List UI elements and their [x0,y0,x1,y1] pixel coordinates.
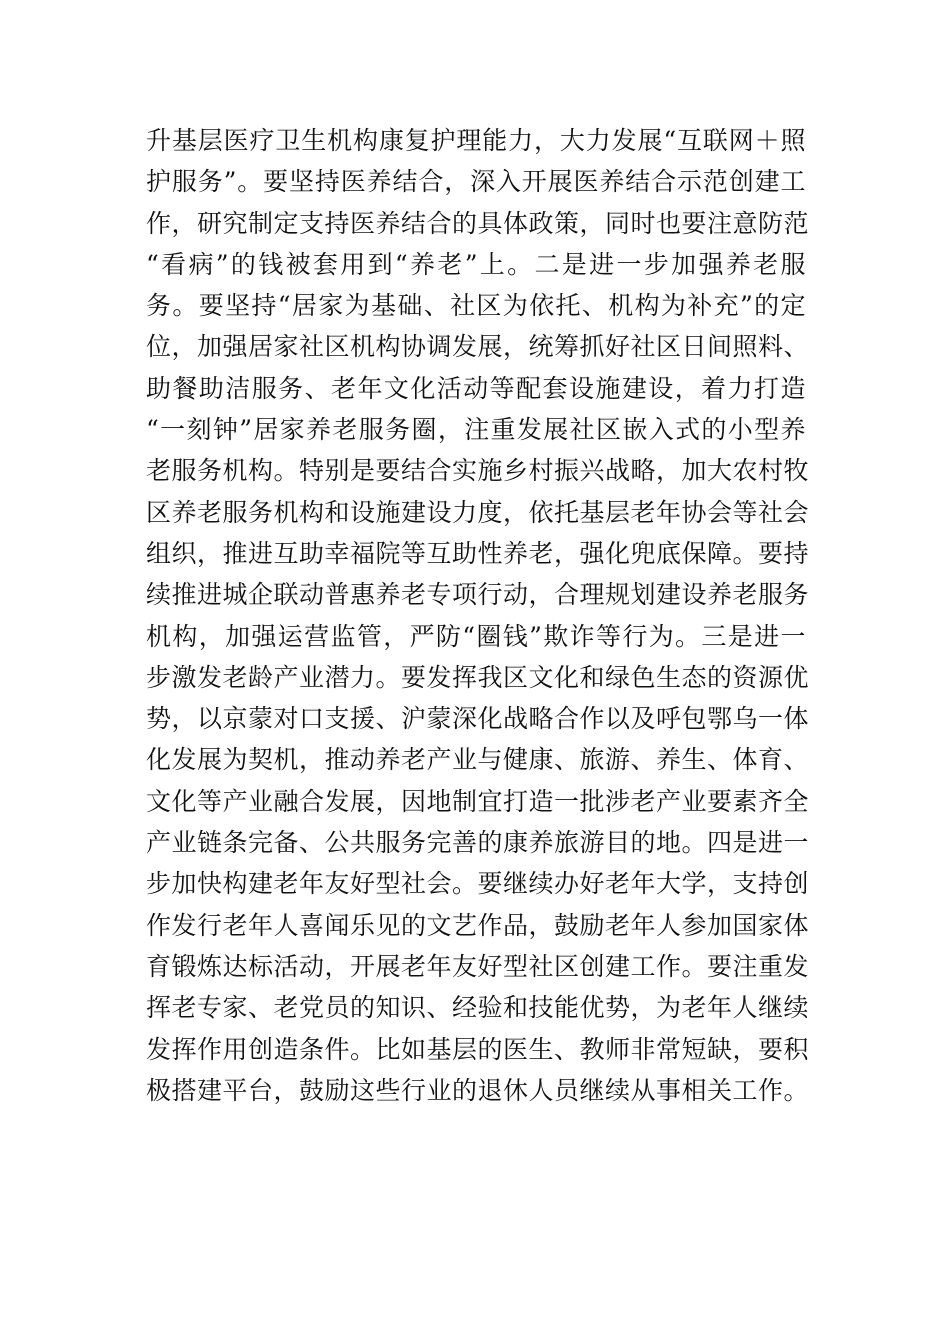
text-line: 作，研究制定支持医养结合的具体政策，同时也要注意防范 [146,208,810,238]
body-text [146,120,810,1111]
text-line: 区养老服务机构和设施建设力度，依托基层老年协会等社会 [146,497,810,527]
text-line: 作发行老年人喜闻乐见的文艺作品，鼓励老年人参加国家体 [146,910,810,940]
text-line: 机构，加强运营监管，严防“圈钱”欺诈等行为。三是进一 [146,621,806,651]
text-line: 势，以京蒙对口支援、沪蒙深化战略合作以及呼包鄂乌一体 [146,704,810,734]
text-line: 组织，推进互助幸福院等互助性养老，强化兜底保障。要持 [146,538,810,568]
text-line: “看病”的钱被套用到“养老”上。二是进一步加强养老服 [146,249,806,279]
text-line: 极搭建平台，鼓励这些行业的退休人员继续从事相关工作。 [146,1075,810,1105]
text-line: 务。要坚持“居家为基础、社区为依托、机构为补充”的定 [146,291,806,321]
text-line: 化发展为契机，推动养老产业与健康、旅游、养生、体育、 [146,745,810,775]
text-line: 老服务机构。特别是要结合实施乡村振兴战略，加大农村牧 [146,456,810,486]
text-line: 挥老专家、老党员的知识、经验和技能优势，为老年人继续 [146,993,810,1023]
text-line: 文化等产业融合发展，因地制宜打造一批涉老产业要素齐全 [146,786,810,816]
text-line: 育锻炼达标活动，开展老年友好型社区创建工作。要注重发 [146,951,810,981]
text-line: 位，加强居家社区机构协调发展，统筹抓好社区日间照料、 [146,332,810,362]
text-line: 步加快构建老年友好型社会。要继续办好老年大学，支持创 [146,869,810,899]
text-line: 升基层医疗卫生机构康复护理能力，大力发展“互联网＋照 [146,126,806,155]
text-line: 步激发老龄产业潜力。要发挥我区文化和绿色生态的资源优 [146,662,810,692]
text-line: 续推进城企联动普惠养老专项行动，合理规划建设养老服务 [146,580,810,610]
text-line: 产业链条完备、公共服务完善的康养旅游目的地。四是进一 [146,828,810,858]
text-line: 助餐助洁服务、老年文化活动等配套设施建设，着力打造 [146,373,806,403]
text-line: “一刻钟”居家养老服务圈，注重发展社区嵌入式的小型养 [146,415,806,445]
text-line: 发挥作用创造条件。比如基层的医生、教师非常短缺，要积 [146,1034,810,1064]
text-line: 护服务”。要坚持医养结合，深入开展医养结合示范创建工 [146,167,806,197]
